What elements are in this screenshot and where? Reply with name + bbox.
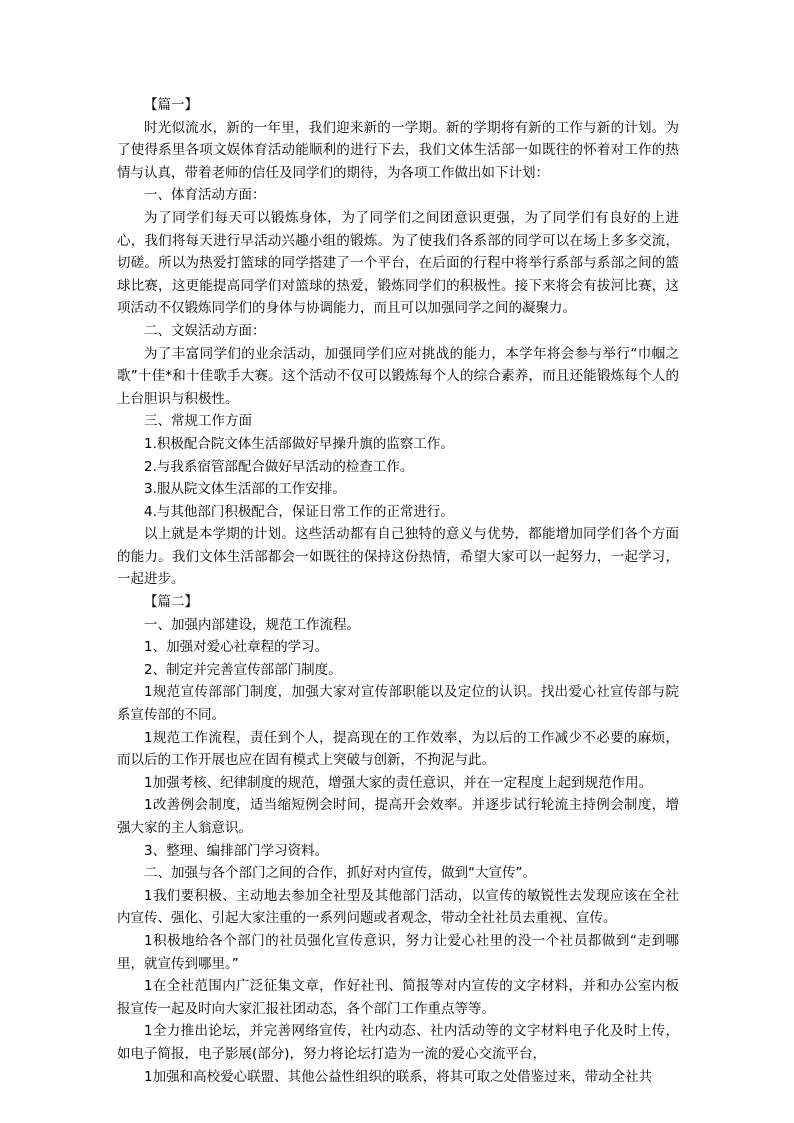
list-item: 1改善例会制度，适当缩短例会时间，提高开会效率。并逐步试行轮流主持例会制度，增强大家的主人翁意识。 (117, 797, 679, 836)
list-item: 1加强考核、纪律制度的规范，增强大家的责任意识，并在一定程度上起到规范作用。 (144, 774, 653, 791)
paragraph: 以上就是本学期的计划。这些活动都有自己独特的意义与优势，都能增加同学们各个方面的能力。我们文体生活部都会一如既往的保持这份热情，希望大家可以一起努力，一起学习，一起进步。 (117, 526, 679, 588)
list-item: 1我们要积极、主动地去参加全社型及其他部门活动，以宣传的敏锐性去发现应该在全社内宣传、强化、引起大家注重的一系列问题或者观念，带动全社社员去重视、宣传。 (117, 887, 679, 927)
subheading: 二、文娱活动方面： (144, 322, 266, 339)
paragraph: 为了丰富同学们的业余活动，加强同学们应对挑战的能力，本学年将会参与举行“巾帼之歌”十佳*和十佳歌手大赛。这个活动不仅可以锻炼每个人的综合素养，而且还能锻炼每个人的上台胆识与积极性。 (117, 345, 679, 407)
paragraph: 为了同学们每天可以锻炼身体，为了同学们之间团意识更强，为了同学们有良好的上进心，我们将每天进行早活动兴趣小组的锻炼。为了使我们各系部的同学可以在场上多多交流，切磋。所以为热爱打篮球的同学搭建了一个平台，在后面的行程中将举行系部与系部之间的篮球比赛，这更能提高同学们对篮球的热爱，锻炼同学们的积极性。接下来将会有拔河比赛，这项活动不仅锻炼同学们的身体与协调能力，而且可以加强同学之间的凝聚力。 (117, 209, 679, 317)
subheading: 三、常规工作方面 (144, 413, 252, 430)
subheading: 二、加强与各个部门之间的合作，抓好对内宣传，做到“大宣传”。 (144, 865, 536, 882)
list-item: 2.与我系宿管部配合做好早活动的检查工作。 (144, 458, 414, 475)
list-item: 1全力推出论坛，并完善网络宣传，社内动态、社内活动等的文字材料电子化及时上传，如电子简报，电子影展(部分)，努力将论坛打造为一流的爱心交流平台， (117, 1023, 679, 1062)
subheading: 一、体育活动方面： (144, 187, 266, 204)
list-item: 1在全社范围内广泛征集文章，作好社刊、简报等对内宣传的文字材料，并和办公室内板报宣传一起及时向大家汇报社团动态，各个部门工作重点等等。 (117, 978, 679, 1017)
list-item: 3、整理、编排部门学习资料。 (144, 842, 329, 859)
subheading: 一、加强内部建设，规范工作流程。 (144, 616, 360, 633)
paragraph: 时光似流水，新的一年里，我们迎来新的一学期。新的学期将有新的工作与新的计划。为了使得系里各项文娱体育活动能顺利的进行下去，我们文体生活部一如既往的怀着对工作的热情与认真，带着老师的信任及同学们的期待，为各项工作做出如下计划： (117, 119, 679, 181)
list-item: 1积极地给各个部门的社员强化宣传意识，努力让爱心社里的没一个社员都做到“走到哪里，就宣传到哪里。” (117, 932, 679, 972)
list-item: 1.积极配合院文体生活部做好早操升旗的监察工作。 (144, 435, 454, 452)
list-item: 1规范工作流程，责任到个人，提高现在的工作效率，为以后的工作减少不必要的麻烦，而以后的工作开展也应在固有模式上突破与创新，不拘泥与此。 (117, 729, 679, 769)
document-body (117, 94, 679, 1088)
section-heading-2: 【篇二】 (144, 594, 198, 611)
list-item: 1、加强对爱心社章程的学习。 (144, 639, 329, 656)
list-item: 2、制定并完善宣传部部门制度。 (144, 661, 342, 678)
list-item: 3.服从院文体生活部的工作安排。 (144, 481, 346, 498)
list-item: 4.与其他部门积极配合，保证日常工作的正常进行。 (144, 503, 454, 520)
section-heading-1: 【篇一】 (144, 97, 198, 113)
list-item: 1规范宣传部部门制度，加强大家对宣传部职能以及定位的认识。找出爱心社宣传部与院系宣传部的不同。 (117, 684, 679, 724)
list-item: 1加强和高校爱心联盟、其他公益性组织的联系，将其可取之处借鉴过来，带动全社共 (144, 1068, 653, 1085)
